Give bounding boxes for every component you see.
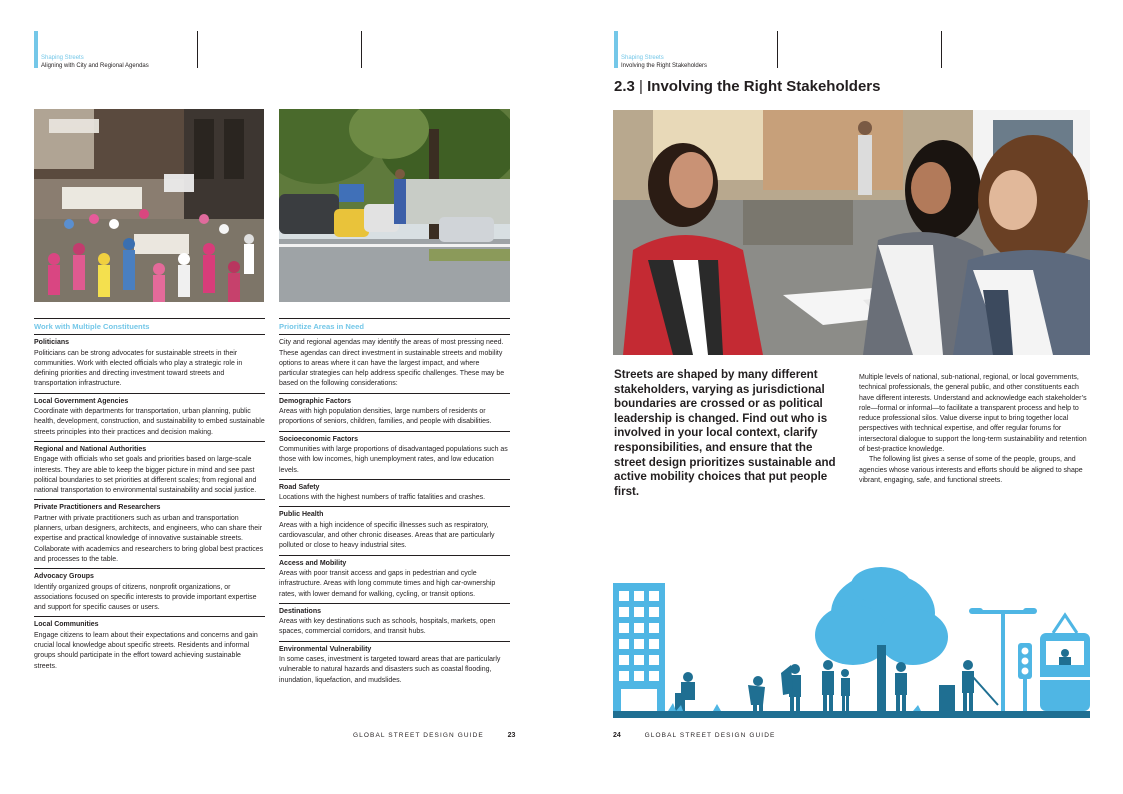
- list-item: [34, 442, 265, 500]
- right-page: [562, 0, 1123, 794]
- body-paragraph: Multiple levels of national, sub-national, regional, or local governments, technical professionals, the general public, and other constituents each have different interests. Understand and acknowledge each stakeholder’s role—formal or informal—to facilitate a transparent process and help to reduce professional silos. Value diverse input to bring together local perspectives with technical expertise, and offer regular forums for intersectoral dialogue to support the long-term sustainability and retention of best-practice knowledge.: [859, 374, 1087, 454]
- city-silhouette-illustration: [613, 565, 1090, 718]
- header-title: Aligning with City and Regional Agendas: [41, 62, 149, 69]
- item-heading: Politicians: [34, 339, 70, 347]
- item-text: Politicians can be strong advocates for sustainable streets in their communities. Work with elected officials who play a strategic role in defining priorities and directing investment toward streets and transportation infrastructure.: [34, 349, 243, 388]
- list-item: [279, 556, 510, 604]
- item-text: Areas with high population densities, large numbers of residents or proportions of seniors, children, families, and people with disabilities.: [279, 408, 492, 426]
- item-text: Identify organized groups of citizens, nonprofit organizations, or associations focused on specific interests to provide important expertise and support for specific causes or users.: [34, 583, 257, 612]
- item-heading: Private Practitioners and Researchers: [34, 504, 161, 512]
- list-item: [279, 507, 510, 555]
- item-heading: Regional and National Authorities: [34, 445, 147, 453]
- header-accent-bar: [614, 31, 618, 68]
- column-title: Work with Multiple Constituents: [34, 322, 265, 335]
- column-constituents: [34, 318, 265, 675]
- item-text: Areas with a high incidence of specific illnesses such as respiratory, cardiovascular, and other chronic diseases. Areas that are particularly polluted or close to heavy industrial sites.: [279, 521, 495, 550]
- stakeholders-photo: [613, 110, 1090, 355]
- column-priority-areas: [279, 318, 510, 689]
- item-text: Communities with large proportions of disadvantaged populations such as those with low incomes, high unemployment rates, and low education levels.: [279, 445, 508, 474]
- header-rule: [777, 31, 778, 68]
- item-heading: Destinations: [279, 607, 322, 615]
- lead-paragraph: Streets are shaped by many different stakeholders, varying as jurisdictional boundaries are crossed or as political leadership is changed. Find out who is involved in your local context, clarify responsibilities, and ensure that the street design prioritizes sustainable and active mobility choices that put people first.: [614, 368, 836, 498]
- page-number: 23: [507, 732, 516, 739]
- item-heading: Local Government Agencies: [34, 397, 129, 405]
- footer-guide: GLOBAL STREET DESIGN GUIDE: [644, 732, 776, 739]
- item-heading: Advocacy Groups: [34, 573, 94, 581]
- page-footer: [353, 732, 515, 739]
- page-number: 24: [613, 732, 621, 739]
- item-text: Engage citizens to learn about their expectations and concerns and gain crucial local knowledge about specific streets. Residents and informal groups should participate in the effort toward achieving sustainable streets.: [34, 631, 258, 670]
- list-item: [279, 480, 510, 508]
- page-footer: [613, 732, 775, 739]
- list-item: [34, 617, 265, 674]
- item-text: Coordinate with departments for transportation, urban planning, public health, development, construction, and sustainability to embed sustainable streets principles into their practices and decision making.: [34, 408, 265, 436]
- header-rule: [197, 31, 198, 68]
- body-paragraph: The following list gives a sense of some of the people, groups, and agencies whose various interests and efforts should be aligned to shape vibrant, engaging, safe, and functional streets.: [859, 456, 1083, 484]
- item-heading: Socioeconomic Factors: [279, 435, 358, 443]
- header-rule: [941, 31, 942, 68]
- list-item: [279, 604, 510, 642]
- body-text: [859, 373, 1093, 486]
- header-section: Shaping Streets: [621, 55, 664, 61]
- item-text: Areas with key destinations such as schools, hospitals, markets, open spaces, commercial corridors, and transit hubs.: [279, 618, 496, 636]
- section-title: 2.3 | Involving the Right Stakeholders: [614, 78, 881, 95]
- item-heading: Access and Mobility: [279, 559, 347, 567]
- item-text: Partner with private practitioners such as urban and transportation planners, urban designers, architects, and engineers, who can share their expertise and practical knowledge of innovative sustainable streets. Collaborate with academics and researchers to bring global best practices and processes to the table.: [34, 514, 264, 563]
- list-item: [34, 500, 265, 569]
- item-heading: Road Safety: [279, 483, 320, 491]
- column-intro: City and regional agendas may identify the areas of most pressing need. These agendas can direct investment in sustainable streets and mobility options to areas where it can have the largest impact, and where particular strategies can help address specific challenges. These may be based on the following considerations:: [279, 335, 510, 393]
- item-text: In some cases, investment is targeted toward areas that are particularly vulnerable to natural hazards and disasters such as coastal flooding, inundation, liquefaction, and mudslides.: [279, 656, 501, 684]
- item-heading: Environmental Vulnerability: [279, 645, 372, 653]
- list-item: [279, 432, 510, 480]
- column-title: Prioritize Areas in Need: [279, 322, 510, 335]
- header-rule: [361, 31, 362, 68]
- item-text: Locations with the highest numbers of traffic fatalities and crashes.: [279, 494, 486, 502]
- list-item: [34, 394, 265, 442]
- list-item: [34, 569, 265, 617]
- item-heading: Demographic Factors: [279, 397, 351, 405]
- list-item: [34, 335, 265, 393]
- item-heading: Public Health: [279, 511, 324, 519]
- list-item: [279, 642, 510, 689]
- section-title-text: Involving the Right Stakeholders: [647, 78, 881, 95]
- left-page: [0, 0, 561, 794]
- street-photo: [279, 109, 510, 302]
- header-accent-bar: [34, 31, 38, 68]
- item-heading: Local Communities: [34, 621, 99, 629]
- header-section: Shaping Streets: [41, 55, 84, 61]
- footer-guide: GLOBAL STREET DESIGN GUIDE: [353, 732, 484, 739]
- march-photo: [34, 109, 264, 302]
- item-text: Engage with officials who set goals and priorities based on large-scale interests. They are able to keep the bigger picture in mind and see past political boundaries to set priorities at different scales; from regional and national transportation to environmental sustainability and social justice.: [34, 456, 257, 495]
- header-title: Involving the Right Stakeholders: [621, 62, 708, 69]
- list-item: [279, 394, 510, 432]
- item-text: Areas with poor transit access and gaps in pedestrian and cycle infrastructure. Areas with long commute times and high car-ownership rates, with lower demand for walking, cycling, or transit options.: [279, 569, 496, 598]
- section-number: 2.3: [614, 78, 635, 95]
